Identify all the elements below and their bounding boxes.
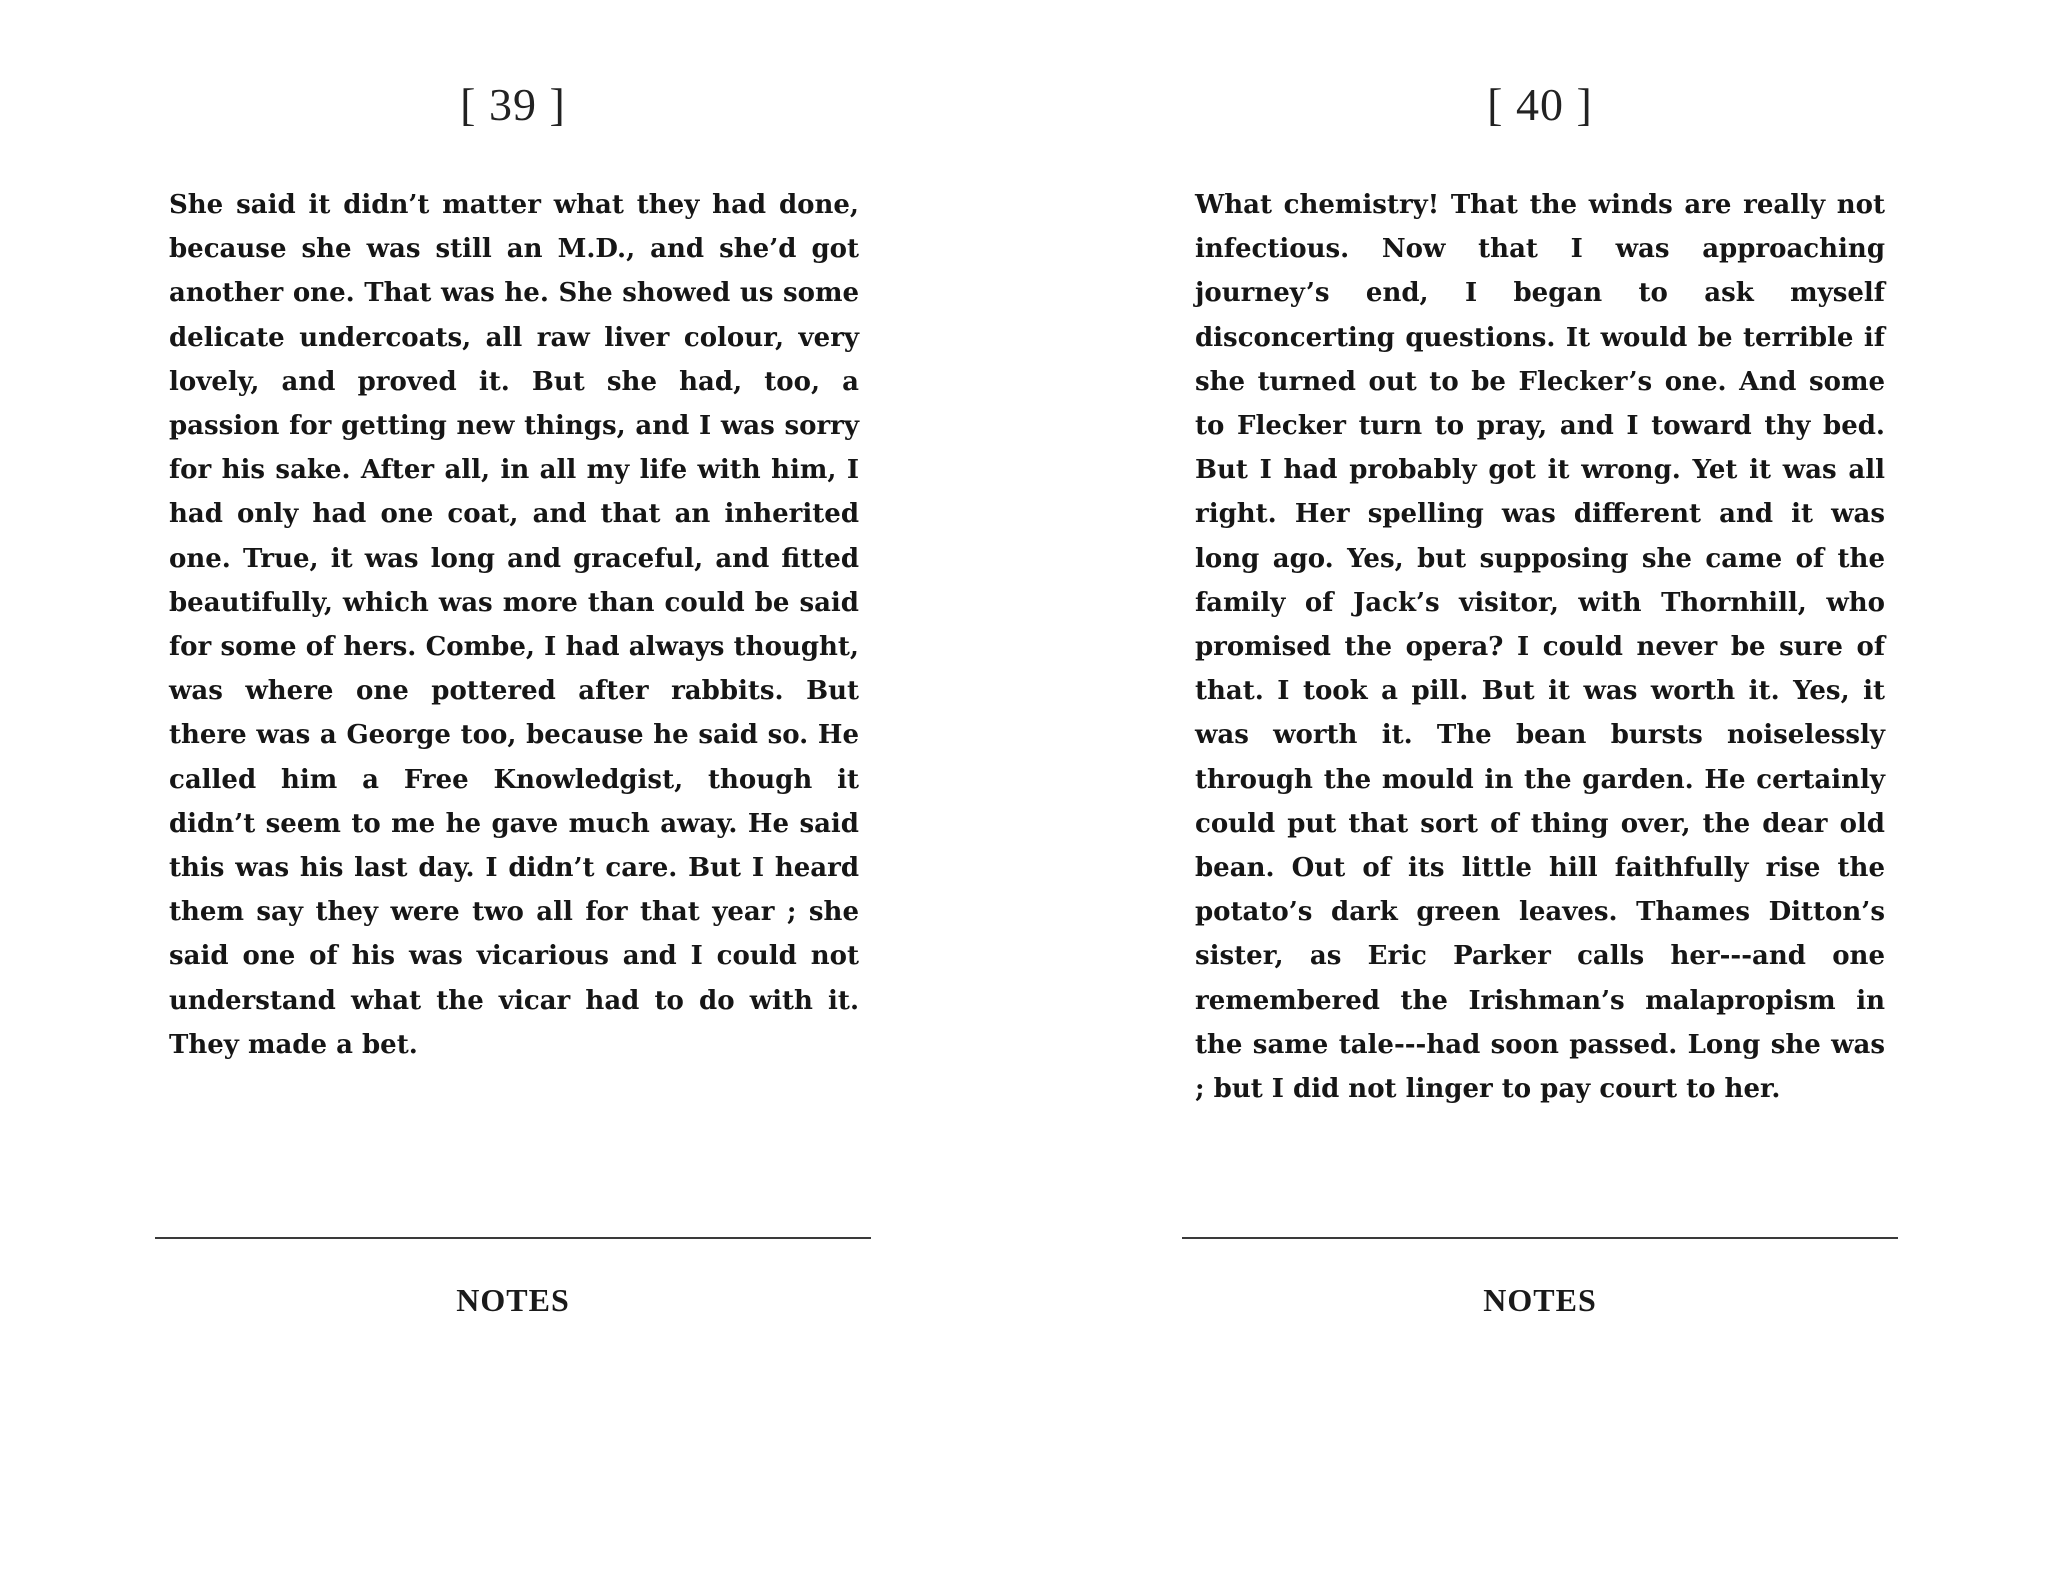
left-page xyxy=(155,0,871,1582)
notes-heading: NOTES xyxy=(456,1282,570,1318)
right-page xyxy=(1182,0,1898,1582)
notes-heading: NOTES xyxy=(1483,1282,1597,1318)
page-number: [ 39 ] xyxy=(460,79,566,130)
notes-divider xyxy=(1182,1237,1898,1239)
body-text: What chemistry! That the winds are really not infectious. Now that I was approaching journey’s end, I began to ask myself disconcerting questions. It would be terrible if she turned out to be Flecker’s one. And some to Flecker turn to pray, and I toward thy bed. But I had probably got it wrong. Yet it was all right. Her spelling was different and it was long ago. Yes, but supposing she came of the family of Jack’s visitor, with Thornhill, who promised the opera? I could never be sure of that. I took a pill. But it was worth it. Yes, it was worth it. The bean bursts noiselessly through the mould in the garden. He certainly could put that sort of thing over, the dear old bean. Out of its little hill faithfully rise the potato’s dark green leaves. Thames Ditton’s sister, as Eric Parker calls her---and one remembered the Irishman’s malapropism in the same tale---had soon passed. Long she was ; but I did not linger to pay court to her. xyxy=(1195,190,1885,1105)
notes-divider xyxy=(155,1237,871,1239)
body-text: She said it didn’t matter what they had done, because she was still an M.D., and she’d got another one. That was he. She showed us some delicate undercoats, all raw liver colour, very lovely, and proved it. But she had, too, a passion for getting new things, and I was sorry for his sake. After all, in all my life with him, I had only had one coat, and that an inherited one. True, it was long and graceful, and fitted beautifully, which was more than could be said for some of hers. Combe, I had always thought, was where one pottered after rabbits. But there was a George too, because he said so. He called him a Free Knowledgist, though it didn’t seem to me he gave much away. He said this was his last day. I didn’t care. But I heard them say they were two all for that year ; she said one of his was vicarious and I could not understand what the vicar had to do with it. They made a bet. xyxy=(169,190,859,1060)
page-number: [ 40 ] xyxy=(1487,79,1593,130)
